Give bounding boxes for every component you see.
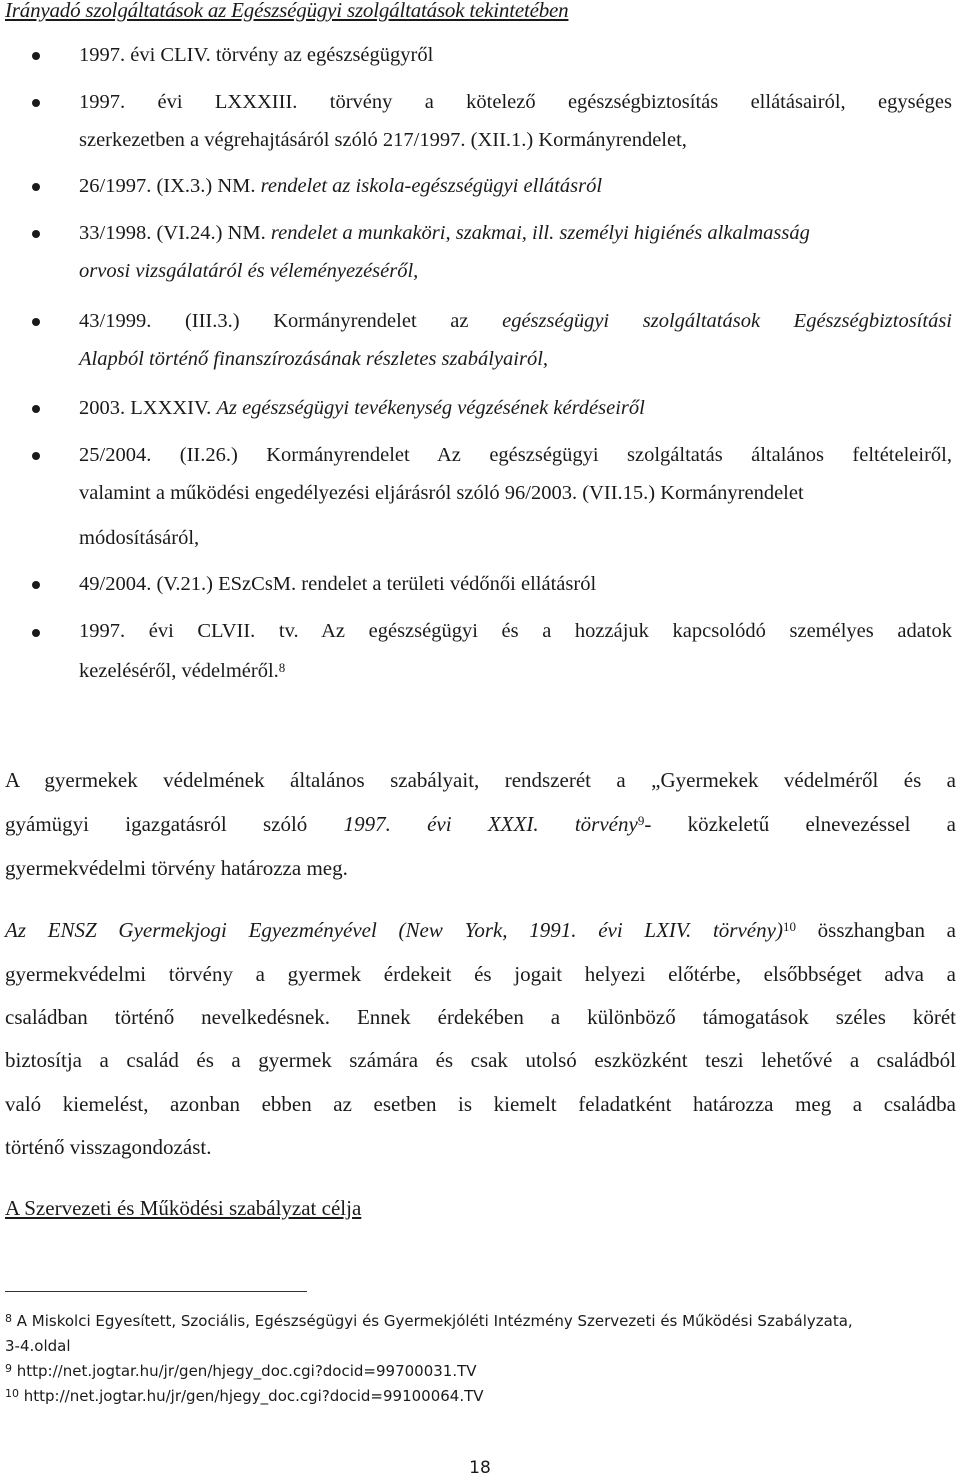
bullet-icon (32, 52, 40, 60)
paragraph-line: való kiemelést, azonban ebben az esetben is kiemelt feladatként határozza meg a családba (5, 1092, 956, 1116)
page-number: 18 (469, 1458, 491, 1478)
bullet-icon (32, 581, 40, 589)
bullet-icon (32, 452, 40, 460)
bullet-icon (32, 99, 40, 107)
bullet-icon (32, 230, 40, 238)
law-item-line: valamint a működési engedélyezési eljárásról szóló 96/2003. (VII.15.) Kormányrendelet (79, 482, 804, 504)
law-item-line: 1997. évi LXXXIII. törvény a kötelező egészségbiztosítás ellátásairól, egységes (79, 91, 952, 113)
footnote-8: $^8$ A Miskolci Egyesített, Szociális, Egészségügyi és Gyermekjóléti Intézmény Szervezeti és Működési Szabályzata, (5, 1312, 853, 1330)
footnote-8-continued: 3-4.oldal (5, 1337, 71, 1355)
law-item-line: 25/2004. (II.26.) Kormányrendelet Az egészségügyi szolgáltatás általános feltételeiről, (79, 444, 952, 466)
paragraph-line: Az ENSZ Gyermekjogi Egyezményével (New York, 1991. évi LXIV. törvény)$^{10}$ összhangban a (5, 918, 956, 942)
paragraph-line: A gyermekek védelmének általános szabályait, rendszerét a „Gyermekek védelméről és a (5, 768, 956, 792)
bullet-icon (32, 405, 40, 413)
section-title: Irányadó szolgáltatások az Egészségügyi szolgáltatások tekintetében (5, 0, 569, 22)
law-item-line: kezeléséről, védelméről.$^8$ (79, 660, 286, 682)
paragraph-line: biztosítja a család és a gyermek számára és csak utolsó eszközként teszi lehetővé a családból (5, 1048, 956, 1072)
paragraph-line: gyámügyi igazgatásról szóló 1997. évi XXXI. törvény$^9$- közkeletű elnevezéssel a (5, 812, 956, 836)
law-item-line: 26/1997. (IX.3.) NM. rendelet az iskola-egészségügyi ellátásról (79, 175, 603, 197)
paragraph-line: gyermekvédelmi törvény határozza meg. (5, 856, 348, 880)
footnote-ref: 10 (782, 919, 796, 934)
subsection-heading: A Szervezeti és Működési szabályzat célja (5, 1196, 362, 1220)
footnote-ref: 9 (637, 813, 645, 828)
law-item-line: 43/1999. (III.3.) Kormányrendelet az egészségügyi szolgáltatások Egészségbiztosítási (79, 310, 952, 332)
bullet-icon (32, 318, 40, 326)
paragraph-line: történő visszagondozást. (5, 1135, 212, 1159)
law-item-line: 33/1998. (VI.24.) NM. rendelet a munkaköri, szakmai, ill. személyi higiénés alkalmasság (79, 222, 810, 244)
paragraph-line: gyermekvédelmi törvény a gyermek érdekeit és jogait helyezi előtérbe, elsőbbséget adva a (5, 962, 956, 986)
law-item-line: szerkezetben a végrehajtásáról szóló 217/1997. (XII.1.) Kormányrendelet, (79, 129, 687, 151)
footnote-9: $^9$ http://net.jogtar.hu/jr/gen/hjegy_doc.cgi?docid=99700031.TV (5, 1362, 477, 1380)
law-item-line: módosításáról, (79, 527, 200, 549)
law-item-line: orvosi vizsgálatáról és véleményezéséről, (79, 260, 419, 282)
law-item-line: 1997. évi CLVII. tv. Az egészségügyi és a hozzájuk kapcsolódó személyes adatok (79, 620, 952, 642)
bullet-icon (32, 183, 40, 191)
footnote-10: $^{10}$ http://net.jogtar.hu/jr/gen/hjegy_doc.cgi?docid=99100064.TV (5, 1387, 484, 1405)
paragraph-line: családban történő nevelkedésnek. Ennek érdekében a különböző támogatások széles körét (5, 1005, 956, 1029)
footnote-separator (5, 1291, 307, 1292)
footnote-ref: 8 (278, 660, 286, 675)
law-item-line: 1997. évi CLIV. törvény az egészségügyről (79, 44, 434, 66)
law-item-line: 49/2004. (V.21.) ESzCsM. rendelet a területi védőnői ellátásról (79, 573, 597, 595)
bullet-icon (32, 629, 40, 637)
law-item-line: 2003. LXXXIV. Az egészségügyi tevékenység végzésének kérdéseiről (79, 397, 645, 419)
law-item-line: Alapból történő finanszírozásának részletes szabályairól, (79, 348, 549, 370)
